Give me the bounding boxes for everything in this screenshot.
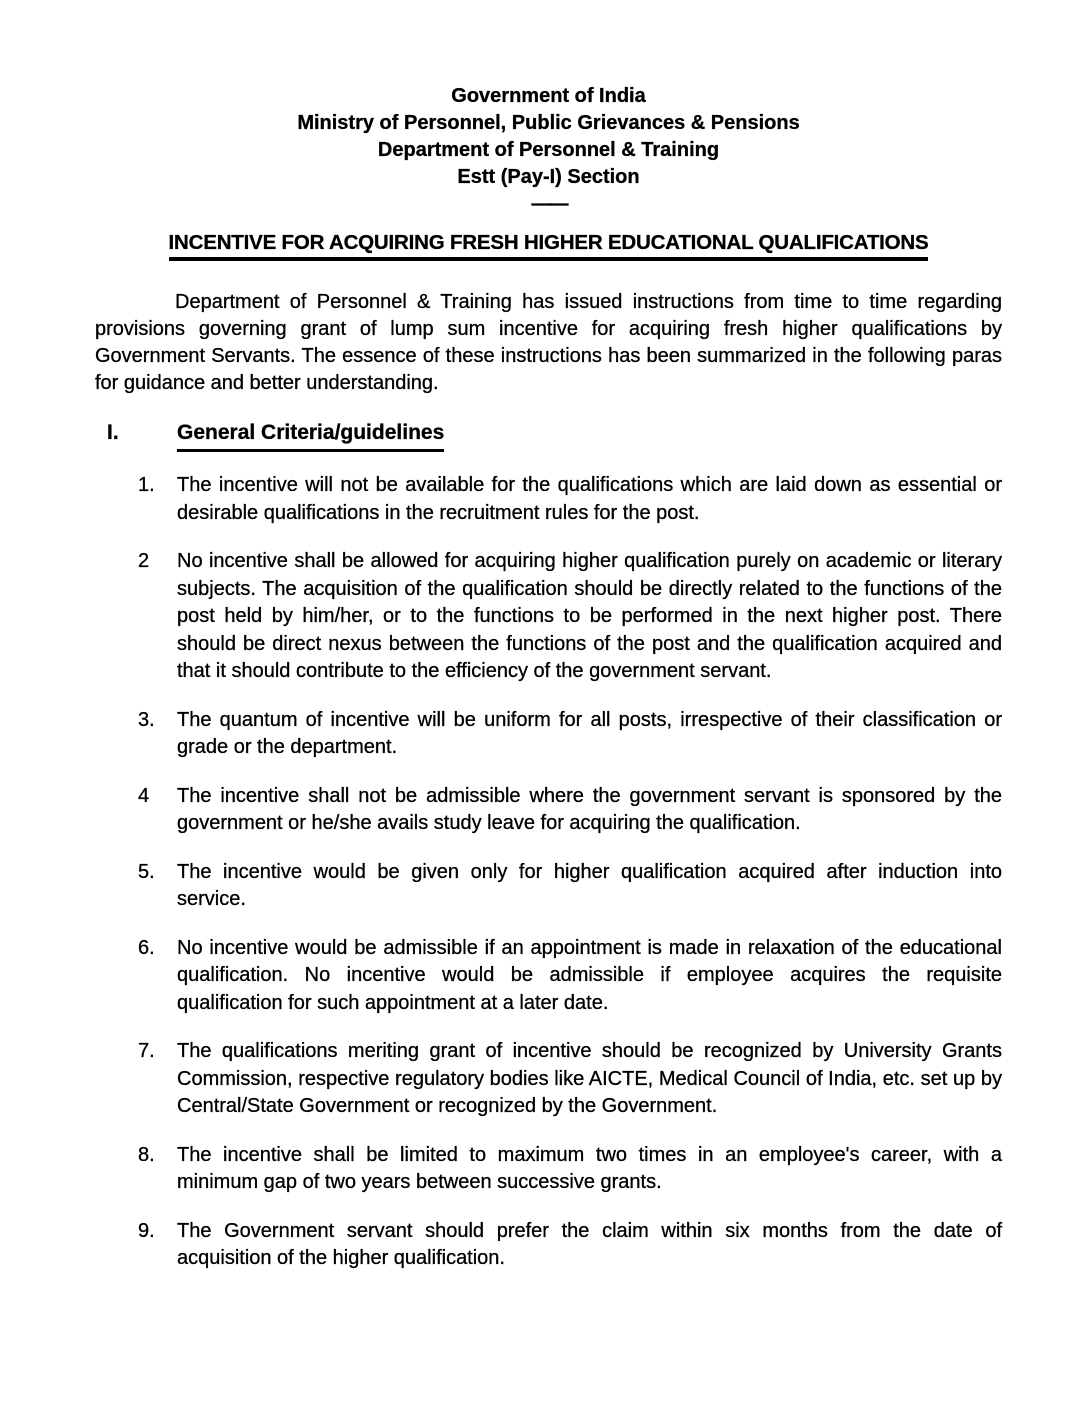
header-separator-dashes: —— bbox=[531, 193, 566, 215]
list-item bbox=[95, 1038, 1002, 1121]
list-item-number: 7. bbox=[138, 1040, 155, 1062]
header-line-ministry: Ministry of Personnel, Public Grievances & Pensions bbox=[297, 112, 800, 134]
section-heading bbox=[95, 419, 1002, 452]
list-item-number: 8. bbox=[138, 1143, 155, 1166]
list-item-number: 4 bbox=[138, 784, 150, 807]
list-item-text: No incentive shall be allowed for acquiring higher qualification purely on academic or literary subjects. The acquisition of the qualification should be directly related to the functions of the post held by him/her, or to the functions to be performed in the next higher post. There should be direct nexus between the functions of the post and the qualification acquired and that it should contribute to the efficiency of the government servant. bbox=[177, 550, 1002, 682]
list-item-text: The Government servant should prefer the claim within six months from the date of acquisition of the higher qualification. bbox=[177, 1219, 1002, 1269]
list-item-number: 9. bbox=[138, 1219, 155, 1242]
list-item bbox=[95, 1142, 1002, 1197]
title-row bbox=[95, 231, 1002, 261]
list-item-number: 2 bbox=[138, 550, 150, 572]
list-item-number: 3. bbox=[138, 708, 155, 731]
list-item-number: 5. bbox=[138, 860, 155, 883]
document-header bbox=[95, 83, 1002, 191]
list-item-text: The incentive would be given only for higher qualification acquired after induction into service. bbox=[177, 860, 1002, 910]
list-item bbox=[95, 859, 1002, 914]
list-item-text: The qualifications meriting grant of incentive should be recognized by University Grants Commission, respective regulatory bodies like AICTE, Medical Council of India, etc. set up by Central/State Government or recognized by the Government. bbox=[177, 1040, 1002, 1117]
intro-paragraph: Department of Personnel & Training has issued instructions from time to time regarding provisions governing grant of lump sum incentive for acquiring fresh higher qualifications by Government Servants. The essence of these instructions has been summarized in the following paras for guidance and better understanding. bbox=[95, 291, 1002, 394]
list-item bbox=[95, 707, 1002, 762]
list-item-text: No incentive would be admissible if an appointment is made in relaxation of the educational qualification. No incentive would be admissible if employee acquires the requisite qualification for such appointment at a later date. bbox=[177, 936, 1002, 1014]
section-label: General Criteria/guidelines bbox=[177, 419, 444, 452]
section-number: I. bbox=[107, 421, 119, 444]
document-title: INCENTIVE FOR ACQUIRING FRESH HIGHER EDUCATIONAL QUALIFICATIONS bbox=[169, 231, 929, 261]
list-item-text: The incentive shall be limited to maximum two times in an employee's career, with a minimum gap of two years between successive grants. bbox=[177, 1143, 1002, 1193]
list-item-number: 1. bbox=[138, 474, 155, 496]
list-item bbox=[95, 1218, 1002, 1273]
header-line-section: Estt (Pay-I) Section bbox=[457, 166, 640, 188]
header-line-govt: Government of India bbox=[451, 85, 646, 107]
list-item bbox=[95, 548, 1002, 686]
list-item bbox=[95, 783, 1002, 838]
list-item-text: The incentive will not be available for the qualifications which are laid down as essential or desirable qualifications in the recruitment rules for the post. bbox=[177, 474, 1002, 524]
list-item-text: The incentive shall not be admissible where the government servant is sponsored by the government or he/she avails study leave for acquiring the qualification. bbox=[177, 784, 1002, 834]
header-line-department: Department of Personnel & Training bbox=[377, 139, 720, 161]
list-item-text: The quantum of incentive will be uniform for all posts, irrespective of their classification or grade or the department. bbox=[177, 708, 1002, 758]
criteria-list bbox=[95, 472, 1002, 1273]
list-item-number: 6. bbox=[138, 936, 155, 959]
list-item bbox=[95, 472, 1002, 527]
list-item bbox=[95, 935, 1002, 1018]
